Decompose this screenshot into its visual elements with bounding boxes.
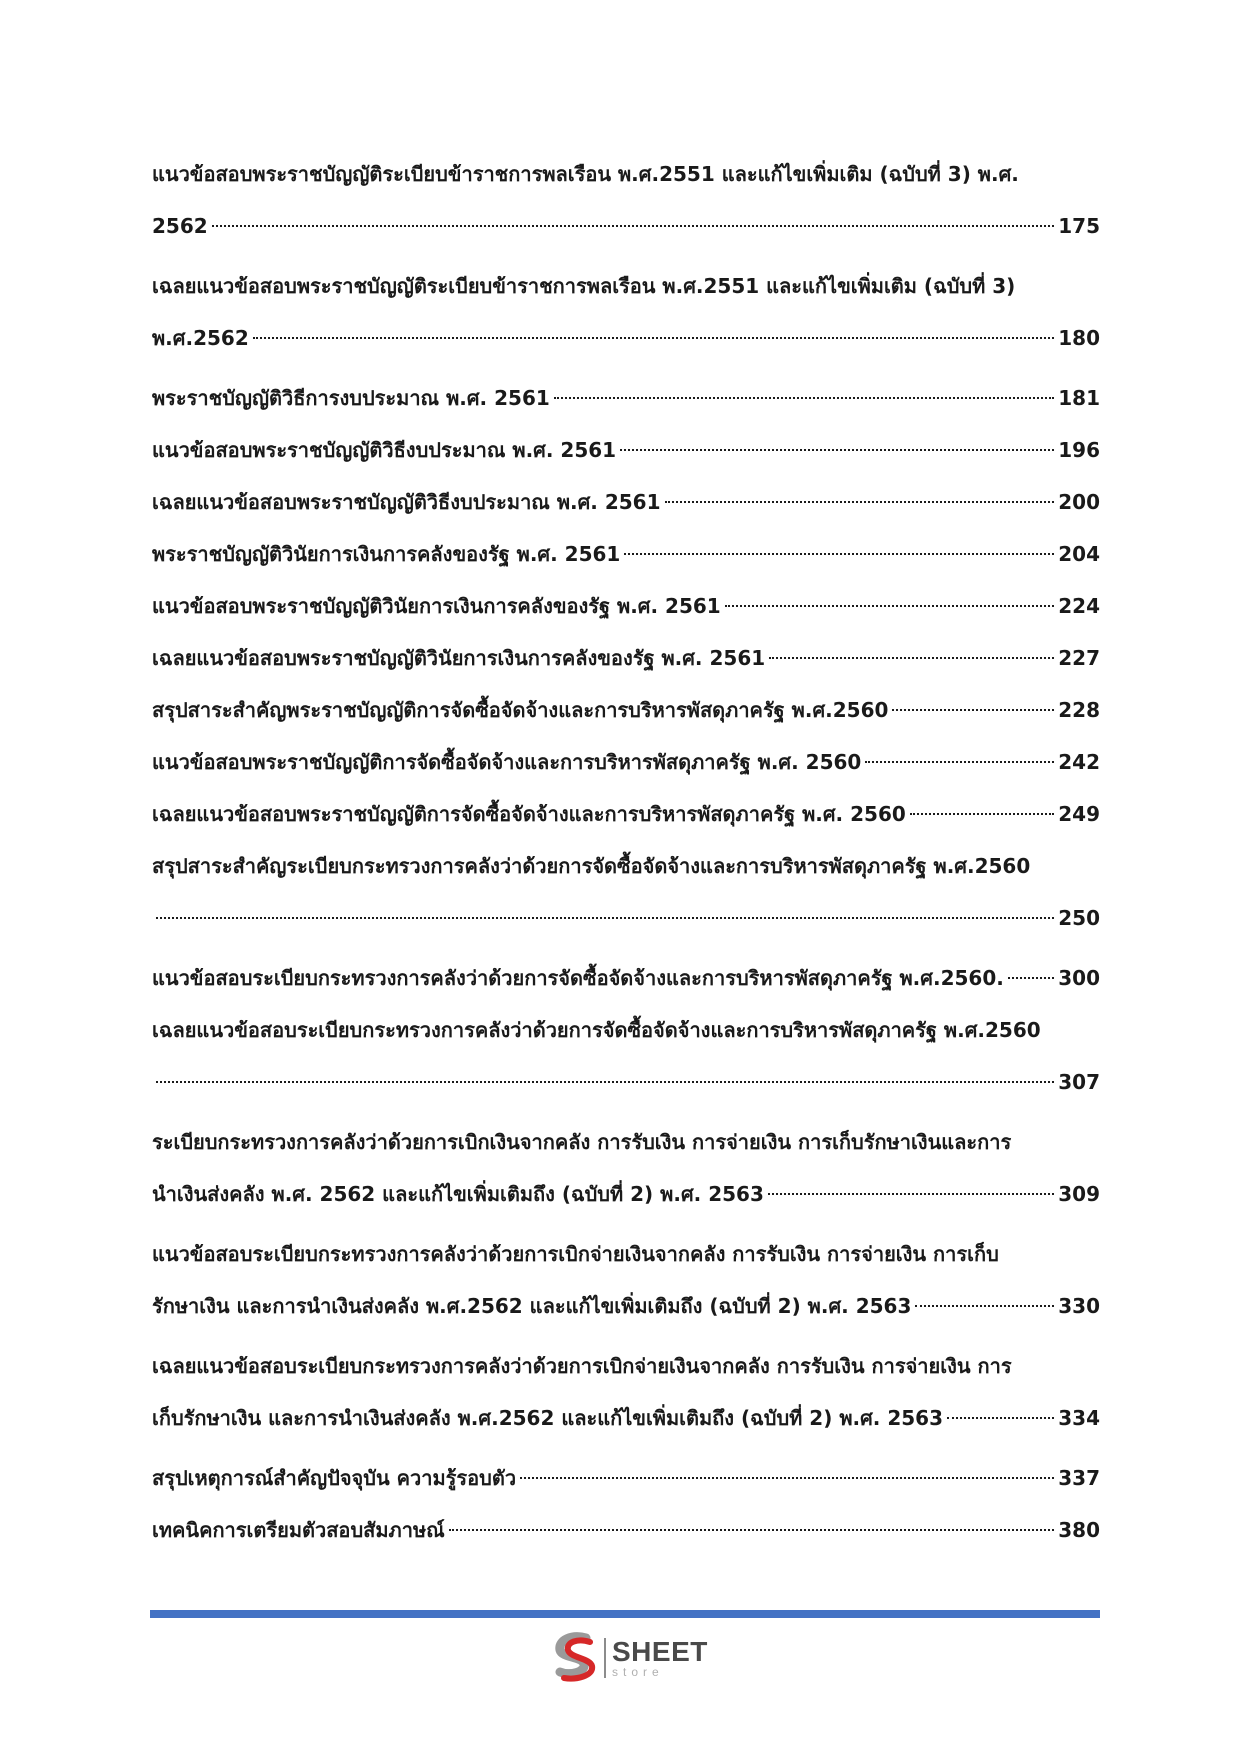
footer-divider xyxy=(150,1610,1100,1618)
dot-leader xyxy=(915,1285,1054,1313)
toc-entry-title: เฉลยแนวข้อสอบพระราชบัญญัติการจัดซื้อจัดจ้างและการบริหารพัสดุภาครัฐ พ.ศ. 2560 xyxy=(152,802,906,826)
dot-leader xyxy=(892,689,1054,717)
toc-entry-title: พระราชบัญญัติวิธีการงบประมาณ พ.ศ. 2561 xyxy=(152,386,550,410)
toc-entry-title-line1: แนวข้อสอบพระราชบัญญัติระเบียบข้าราชการพลเรือน พ.ศ.2551 และแก้ไขเพิ่มเติม (ฉบับที่ 3) พ.ศ. xyxy=(152,162,1019,186)
toc-entry[interactable] xyxy=(152,580,1100,632)
dot-leader xyxy=(449,1509,1055,1537)
table-of-contents xyxy=(152,148,1100,1556)
dot-leader xyxy=(769,637,1054,665)
toc-entry-page: 337 xyxy=(1058,1466,1100,1490)
toc-entry-page: 200 xyxy=(1058,490,1100,514)
toc-entry-title: พระราชบัญญัติวินัยการเงินการคลังของรัฐ พ.ศ. 2561 xyxy=(152,542,621,566)
toc-entry[interactable] xyxy=(152,1504,1100,1556)
toc-entry-page: 309 xyxy=(1058,1182,1100,1206)
dot-leader xyxy=(253,317,1055,345)
toc-entry-title: สรุปสาระสำคัญพระราชบัญญัติการจัดซื้อจัดจ้างและการบริหารพัสดุภาครัฐ พ.ศ.2560 xyxy=(152,698,889,722)
toc-entry-title-line1: เฉลยแนวข้อสอบระเบียบกระทรวงการคลังว่าด้วยการจัดซื้อจัดจ้างและการบริหารพัสดุภาครัฐ พ.ศ.2560 xyxy=(152,1018,1041,1042)
toc-entry-page: 224 xyxy=(1058,594,1100,618)
dot-leader xyxy=(1008,957,1054,985)
dot-leader xyxy=(620,429,1054,457)
toc-entry-title: เทคนิคการเตรียมตัวสอบสัมภาษณ์ xyxy=(152,1518,445,1542)
toc-entry-title-line1: แนวข้อสอบระเบียบกระทรวงการคลังว่าด้วยการเบิกจ่ายเงินจากคลัง การรับเงิน การจ่ายเงิน การเก็บ xyxy=(152,1242,999,1266)
toc-entry[interactable] xyxy=(152,788,1100,840)
dot-leader xyxy=(156,897,1054,925)
toc-entry-page: 227 xyxy=(1058,646,1100,670)
toc-entry-title: แนวข้อสอบพระราชบัญญัติวิธีงบประมาณ พ.ศ. 2561 xyxy=(152,438,617,462)
dot-leader xyxy=(768,1173,1054,1201)
dot-leader xyxy=(156,1061,1054,1089)
toc-entry[interactable] xyxy=(152,1340,1100,1444)
toc-entry[interactable] xyxy=(152,372,1100,424)
toc-entry-page: 228 xyxy=(1058,698,1100,722)
toc-entry[interactable] xyxy=(152,736,1100,788)
toc-entry-page: 307 xyxy=(1058,1070,1100,1094)
toc-entry-title-line1: เฉลยแนวข้อสอบพระราชบัญญัติระเบียบข้าราชการพลเรือน พ.ศ.2551 และแก้ไขเพิ่มเติม (ฉบับที่ 3) xyxy=(152,274,1016,298)
toc-entry-title: แนวข้อสอบพระราชบัญญัติการจัดซื้อจัดจ้างและการบริหารพัสดุภาครัฐ พ.ศ. 2560 xyxy=(152,750,862,774)
toc-entry[interactable] xyxy=(152,840,1100,944)
s-logo-icon xyxy=(552,1632,600,1684)
toc-entry-page: 330 xyxy=(1058,1294,1100,1318)
toc-entry-page: 181 xyxy=(1058,386,1100,410)
toc-entry-page: 180 xyxy=(1058,326,1100,350)
toc-entry-page: 380 xyxy=(1058,1518,1100,1542)
logo-text xyxy=(612,1638,708,1678)
logo-separator xyxy=(604,1638,606,1678)
toc-entry-page: 249 xyxy=(1058,802,1100,826)
toc-entry-title-line1: สรุปสาระสำคัญระเบียบกระทรวงการคลังว่าด้วยการจัดซื้อจัดจ้างและการบริหารพัสดุภาครัฐ พ.ศ.2560 xyxy=(152,854,1031,878)
toc-entry-page: 300 xyxy=(1058,966,1100,990)
toc-entry-page: 196 xyxy=(1058,438,1100,462)
toc-entry-title-line2: พ.ศ.2562 xyxy=(152,326,249,350)
toc-entry[interactable] xyxy=(152,1004,1100,1108)
dot-leader xyxy=(665,481,1055,509)
dot-leader xyxy=(910,793,1054,821)
toc-entry-title: เฉลยแนวข้อสอบพระราชบัญญัติวินัยการเงินการคลังของรัฐ พ.ศ. 2561 xyxy=(152,646,766,670)
toc-entry-title-line2: นำเงินส่งคลัง พ.ศ. 2562 และแก้ไขเพิ่มเติมถึง (ฉบับที่ 2) พ.ศ. 2563 xyxy=(152,1182,764,1206)
toc-entry[interactable] xyxy=(152,148,1100,252)
toc-entry-title: แนวข้อสอบระเบียบกระทรวงการคลังว่าด้วยการจัดซื้อจัดจ้างและการบริหารพัสดุภาครัฐ พ.ศ.2560. xyxy=(152,966,1004,990)
logo-main-text: SHEET xyxy=(612,1636,708,1667)
toc-entry-page: 204 xyxy=(1058,542,1100,566)
toc-entry-page: 175 xyxy=(1058,214,1100,238)
toc-entry-page: 242 xyxy=(1058,750,1100,774)
dot-leader xyxy=(624,533,1054,561)
dot-leader xyxy=(554,377,1054,405)
dot-leader xyxy=(947,1397,1054,1425)
toc-entry-title-line2: 2562 xyxy=(152,214,208,238)
toc-entry[interactable] xyxy=(152,684,1100,736)
toc-entry-title-line1: ระเบียบกระทรวงการคลังว่าด้วยการเบิกเงินจากคลัง การรับเงิน การจ่ายเงิน การเก็บรักษาเงินและการ xyxy=(152,1130,1012,1154)
toc-entry[interactable] xyxy=(152,260,1100,364)
dot-leader xyxy=(520,1457,1054,1485)
dot-leader xyxy=(212,205,1055,233)
sheet-store-logo xyxy=(552,1630,712,1686)
toc-entry[interactable] xyxy=(152,1228,1100,1332)
dot-leader xyxy=(865,741,1054,769)
toc-entry-title-line2: เก็บรักษาเงิน และการนำเงินส่งคลัง พ.ศ.2562 และแก้ไขเพิ่มเติมถึง (ฉบับที่ 2) พ.ศ. 2563 xyxy=(152,1406,944,1430)
toc-entry[interactable] xyxy=(152,424,1100,476)
toc-entry[interactable] xyxy=(152,632,1100,684)
toc-entry[interactable] xyxy=(152,476,1100,528)
dot-leader xyxy=(725,585,1055,613)
toc-entry-title: เฉลยแนวข้อสอบพระราชบัญญัติวิธีงบประมาณ พ.ศ. 2561 xyxy=(152,490,661,514)
toc-entry[interactable] xyxy=(152,1116,1100,1220)
toc-entry-page: 334 xyxy=(1058,1406,1100,1430)
toc-entry-title-line2: รักษาเงิน และการนำเงินส่งคลัง พ.ศ.2562 และแก้ไขเพิ่มเติมถึง (ฉบับที่ 2) พ.ศ. 2563 xyxy=(152,1294,912,1318)
toc-entry[interactable] xyxy=(152,1452,1100,1504)
toc-entry-page: 250 xyxy=(1058,906,1100,930)
toc-entry-title-line1: เฉลยแนวข้อสอบระเบียบกระทรวงการคลังว่าด้วยการเบิกจ่ายเงินจากคลัง การรับเงิน การจ่ายเงิน การ xyxy=(152,1354,1012,1378)
toc-entry-title: แนวข้อสอบพระราชบัญญัติวินัยการเงินการคลังของรัฐ พ.ศ. 2561 xyxy=(152,594,721,618)
toc-entry[interactable] xyxy=(152,952,1100,1004)
toc-entry[interactable] xyxy=(152,528,1100,580)
toc-entry-title: สรุปเหตุการณ์สำคัญปัจจุบัน ความรู้รอบตัว xyxy=(152,1466,517,1490)
logo-sub-text: store xyxy=(612,1665,664,1679)
